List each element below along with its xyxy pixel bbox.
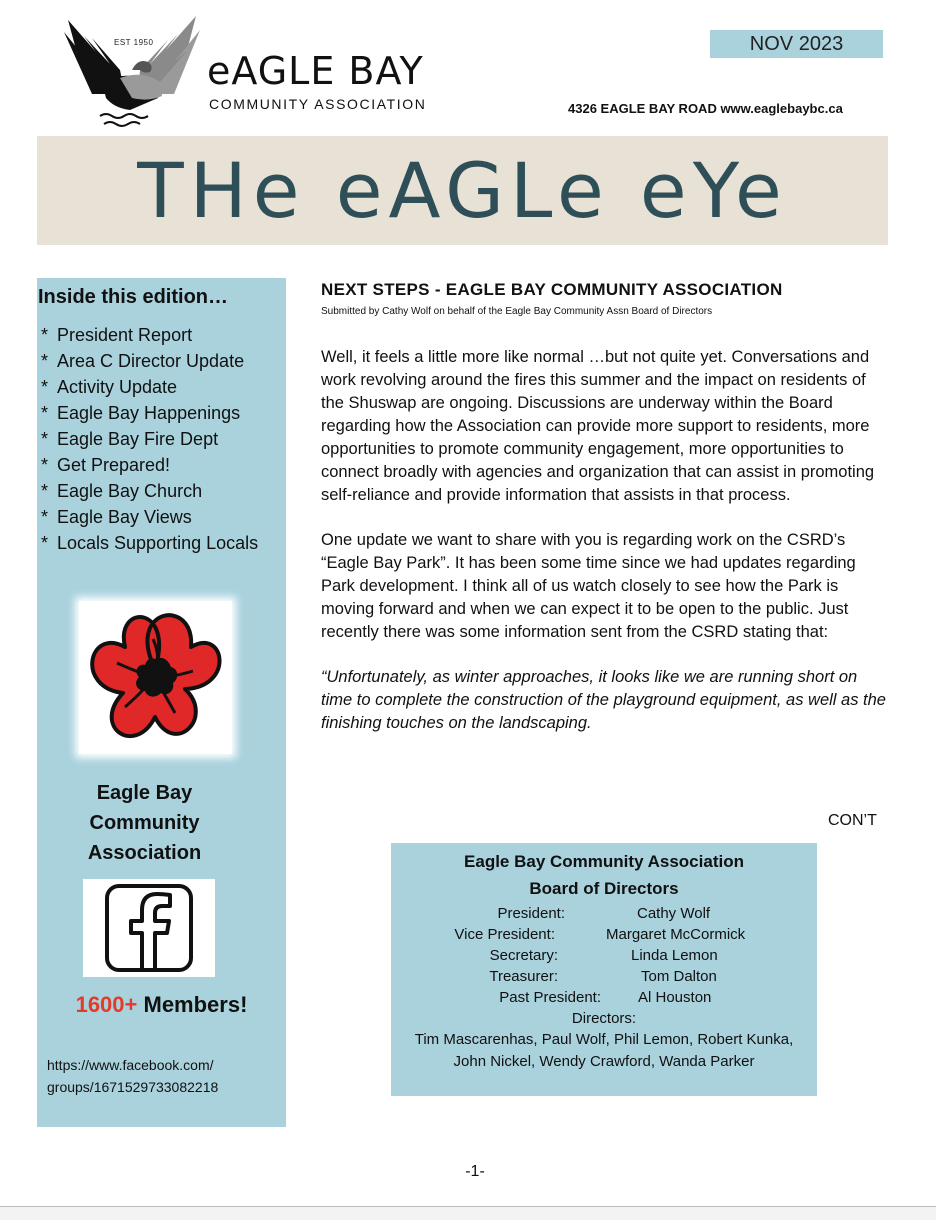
poppy-icon [79,601,232,754]
toc-item: * President Report [41,325,193,345]
toc-list [41,322,258,556]
directors-list: Tim Mascarenhas, Paul Wolf, Phil Lemon, Robert Kunka, [414,1031,794,1048]
board-of-directors-box [391,843,817,1096]
article-byline: Submitted by Cathy Wolf on behalf of the Eagle Bay Community Assn Board of Directors [321,306,713,317]
toc-title: Inside this edition… [38,286,229,308]
members-count: 1600+ Members! [75,992,248,1017]
issue-date: NOV 2023 [710,30,883,58]
article-paragraph: Well, it feels a little more like normal …but not quite yet. Conversations and work revolving around the fires this summer and the impact on residents of the Shuswap are ongoing. Discussions are underway within the Board regarding how the Association can provide more support to residents, more opportunities to promote community engagement, more opportunities to connect broadly with agencies and organization that can assist in promoting self-reliance and provide information that assists in that process. [321,348,875,504]
officer-row: President: Cathy Wolf [497,905,711,922]
continued-marker: CON’T [828,812,877,829]
board-subheading: Board of Directors [529,879,679,898]
officer-row: Secretary: Linda Lemon [489,947,718,964]
officer-row: Treasurer: Tom Dalton [489,968,717,985]
page-number: -1- [465,1163,485,1180]
article-paragraph: One update we want to share with you is regarding work on the CSRD’s “Eagle Bay Park”. It has been some time since we had updates regarding Park development. I think all of us watch closely to see how the Park is moving forward and when we can expect it to be open to the public. Just recently there was some information sent from the CSRD stating that: [321,531,856,641]
sidebar [37,278,286,1127]
directors-list: John Nickel, Wendy Crawford, Wanda Parker [453,1053,755,1070]
officer-row: Past President: Al Houston [499,989,712,1006]
address-line: 4326 EAGLE BAY ROAD www.eaglebaybc.ca [568,101,843,116]
toc-item: * Locals Supporting Locals [41,533,259,553]
toc-item: * Activity Update [41,377,178,397]
toc-item: * Eagle Bay Church [41,481,203,501]
article-title: NEXT STEPS - EAGLE BAY COMMUNITY ASSOCIATION [321,280,783,299]
board-heading: Eagle Bay Community Association [464,852,744,871]
officer-row: Vice President: Margaret McCormick [454,926,746,943]
logo-name: eAGLE BAY [207,49,424,93]
page-bottom-edge [0,1206,936,1220]
article-next-steps [321,280,891,735]
newsletter-title: THe eAGLe eYe [137,146,788,235]
facebook-icon[interactable] [83,879,215,977]
toc-item: * Get Prepared! [41,455,171,475]
facebook-logo[interactable] [83,879,215,977]
toc-item: * Eagle Bay Views [41,507,192,527]
toc-item: * Area C Director Update [41,351,245,371]
logo-est-text: EST 1950 [114,38,154,47]
facebook-group-link[interactable]: https://www.facebook.com/ groups/1671529733082218 [47,1057,219,1095]
poppy-image [79,601,232,754]
logo-subtitle: COMMUNITY ASSOCIATION [209,96,427,112]
article-quote: “Unfortunately, as winter approaches, it looks like we are running short on time to complete the construction of the playground equipment, as well as the finishing touches on the landscaping. [321,668,886,732]
directors-label: Directors: [571,1010,637,1027]
toc-item: * Eagle Bay Happenings [41,403,241,423]
toc-item: * Eagle Bay Fire Dept [41,429,219,449]
association-name: Eagle Bay Community Association [87,782,202,864]
association-logo [62,12,462,134]
eagle-handshake-logo-icon [62,12,202,134]
masthead-banner [37,136,888,245]
